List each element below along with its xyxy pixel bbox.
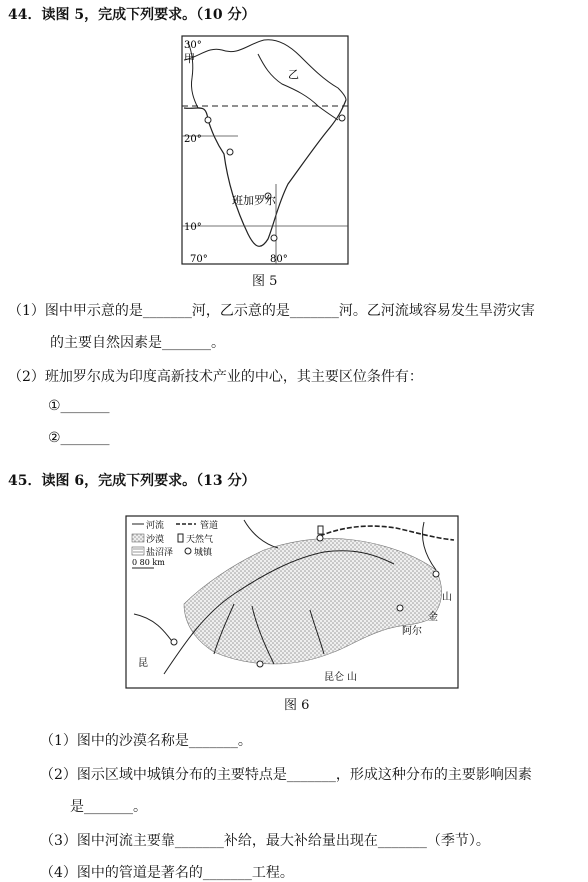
label-jin: 金 xyxy=(428,612,438,623)
scale-bar-label: 0 80 km xyxy=(132,558,165,567)
q44-heading: 44．读图 5，完成下列要求。（10 分） xyxy=(8,7,256,23)
q44-blank-2: ②_______ xyxy=(48,430,110,446)
lat-10-label: 10° xyxy=(184,222,202,233)
q45-part2-line1: （2）图示区域中城镇分布的主要特点是_______，形成这种分布的主要影响因素 xyxy=(40,767,532,783)
label-yi: 乙 xyxy=(288,68,299,81)
label-jia: 甲 xyxy=(184,52,195,65)
q45-part4: （4）图中的管道是著名的_______工程。 xyxy=(40,865,294,881)
india-map xyxy=(178,34,352,268)
q44-part1-line2: 的主要自然因素是_______。 xyxy=(50,335,225,351)
lat-20-label: 20° xyxy=(184,134,202,145)
q45-part2-line2: 是_______。 xyxy=(70,799,147,815)
q44-part2-line: （2）班加罗尔成为印度高新技术产业的中心，其主要区位条件有： xyxy=(8,369,423,385)
label-shan: 山 xyxy=(442,592,452,603)
legend-gas-label: 天然气 xyxy=(186,535,214,545)
legend-saltmarsh-label: 盐沼泽 xyxy=(146,548,174,558)
figure6-caption: 图 6 xyxy=(284,698,310,713)
lat-30-label: 30° xyxy=(184,40,202,51)
label-kun-left: 昆 xyxy=(138,658,148,669)
q45-part1: （1）图中的沙漠名称是_______。 xyxy=(40,733,252,749)
legend-town-label: 城镇 xyxy=(194,548,213,558)
label-aerjin: 阿尔 xyxy=(402,626,422,637)
city-bangalore-label: 班加罗尔 xyxy=(232,194,276,207)
lon-70-label: 70° xyxy=(190,254,208,265)
q45-heading: 45．读图 6，完成下列要求。（13 分） xyxy=(8,473,256,489)
legend-desert-label: 沙漠 xyxy=(146,535,165,545)
q45-part3: （3）图中河流主要靠_______补给，最大补给量出现在_______（季节）。 xyxy=(40,833,490,849)
figure5-caption: 图 5 xyxy=(252,274,278,289)
q44-blank-1: ①_______ xyxy=(48,398,110,414)
label-kunlun: 昆仑 山 xyxy=(324,672,358,683)
tarim-map xyxy=(124,514,460,690)
q44-part1-line1: （1）图中甲示意的是_______河，乙示意的是_______河。乙河流域容易发生旱涝灾害 xyxy=(8,303,535,319)
legend-pipe-label: 管道 xyxy=(200,521,219,531)
lon-80-label: 80° xyxy=(270,254,288,265)
legend-river-label: 河流 xyxy=(146,521,165,531)
